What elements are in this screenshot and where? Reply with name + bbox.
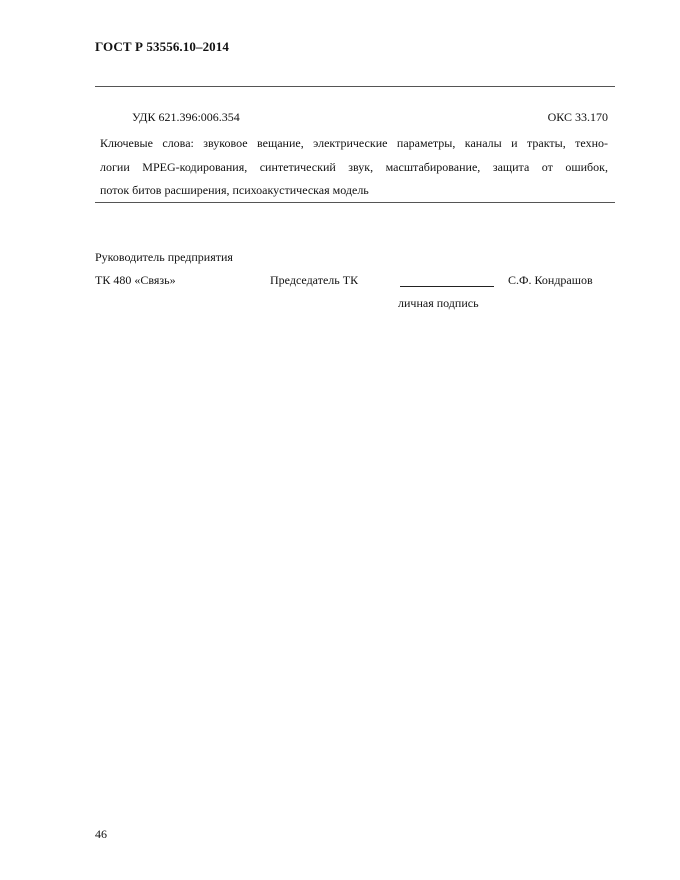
top-divider [95,86,615,87]
organization-head-label: Руководитель предприятия [95,250,233,264]
signature-caption: личная подпись [398,296,479,310]
bottom-divider [95,202,615,203]
keywords-block [100,132,608,203]
technical-committee-label: ТК 480 «Связь» [95,273,176,287]
keywords-line-2: логии MPEG-кодирования, синтетический звук, масштабирование, защита от ошибок, [100,159,608,174]
keywords-line-1: Ключевые слова: звуковое вещание, электрические параметры, каналы и тракты, техно- [100,136,608,150]
udk-code: УДК 621.396:006.354 [132,110,240,124]
oks-code: ОКС 33.170 [547,110,608,124]
page-number: 46 [95,827,107,841]
signature-line [400,286,494,287]
document-header: ГОСТ Р 53556.10–2014 [95,39,229,54]
signatory-name: С.Ф. Кондрашов [508,273,593,287]
keywords-line-3: поток битов расширения, психоакустическая модель [100,183,369,197]
chairman-label: Председатель ТК [270,273,359,287]
